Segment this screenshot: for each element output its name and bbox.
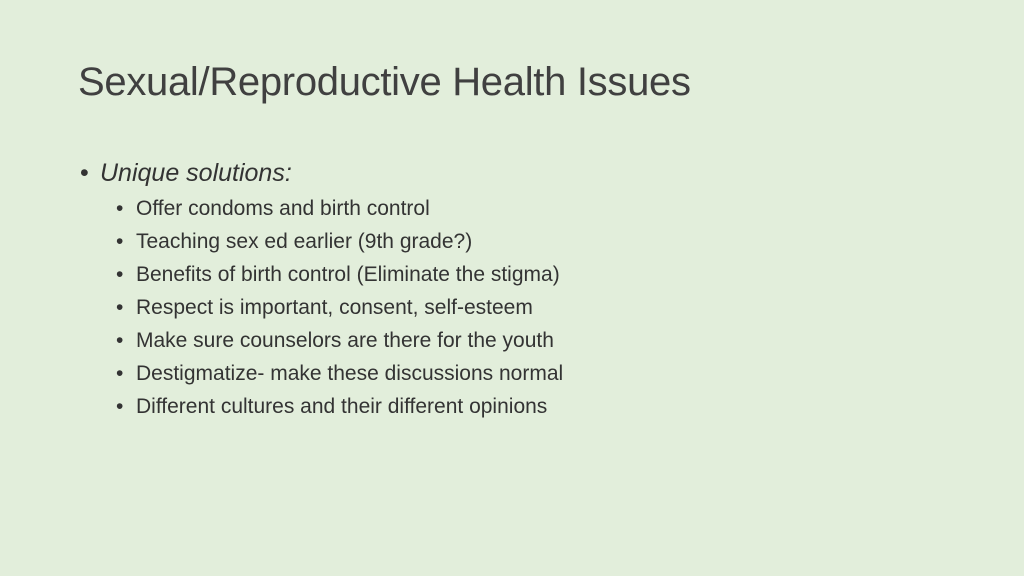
list-item-text: Different cultures and their different opinions: [136, 395, 548, 418]
slide-body: [80, 156, 960, 423]
heading-bullet: [80, 156, 960, 190]
list-item: [116, 192, 960, 225]
list-item: [116, 291, 960, 324]
list-item-text: Teaching sex ed earlier (9th grade?): [136, 230, 473, 253]
bullet-icon: •: [116, 197, 124, 220]
list-item-text: Make sure counselors are there for the youth: [136, 329, 554, 352]
list-item: [116, 225, 960, 258]
bullet-icon: •: [116, 395, 124, 418]
sub-bullet-list: [100, 192, 960, 423]
list-item-text: Destigmatize- make these discussions normal: [136, 362, 564, 385]
bullet-icon: •: [116, 362, 124, 385]
list-item-text: Benefits of birth control (Eliminate the stigma): [136, 263, 560, 286]
bullet-icon: •: [116, 263, 124, 286]
list-item: [116, 390, 960, 423]
list-item: [116, 258, 960, 291]
heading-bullet-text: Unique solutions:: [100, 159, 292, 187]
bullet-icon: •: [116, 296, 124, 319]
list-item: [116, 324, 960, 357]
slide-title: Sexual/Reproductive Health Issues: [78, 60, 691, 104]
bullet-icon: •: [116, 230, 124, 253]
list-item-text: Respect is important, consent, self-esteem: [136, 296, 533, 319]
list-item-text: Offer condoms and birth control: [136, 197, 430, 220]
bullet-icon: •: [80, 159, 89, 187]
bullet-icon: •: [116, 329, 124, 352]
list-item: [116, 357, 960, 390]
